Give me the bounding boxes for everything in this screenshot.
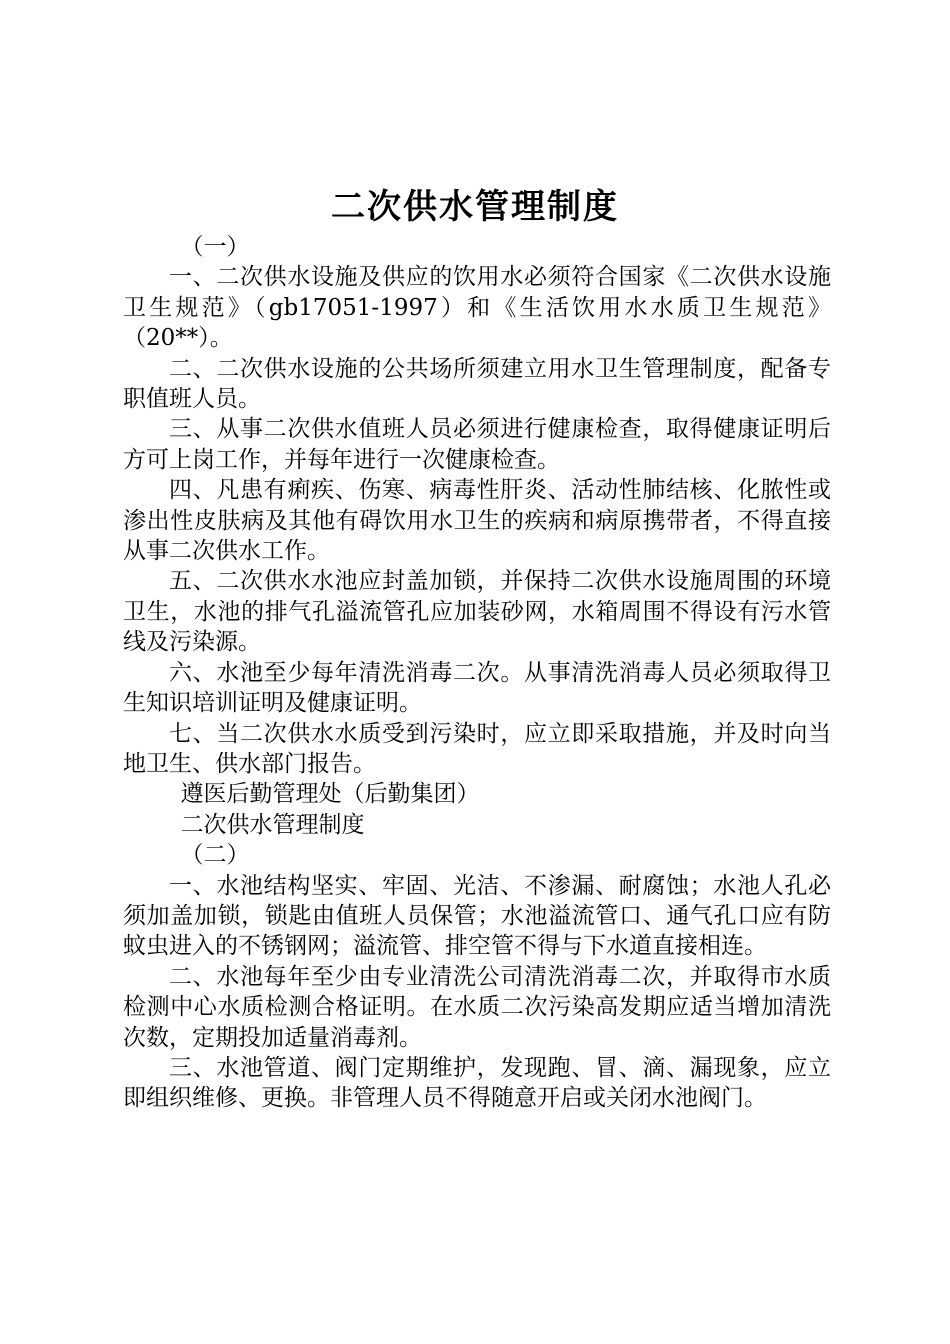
organization-name: 遵医后勤管理处（后勤集团）	[180, 781, 480, 808]
paragraph: 二、二次供水设施的公共场所须建立用水卫生管理制度，配备专职值班人员。	[123, 355, 831, 413]
document-subtitle: 二次供水管理制度	[180, 811, 365, 838]
paragraph: 三、水池管道、阀门定期维护，发现跑、冒、滴、漏现象，应立即组织维修、更换。非管理人员不得随意开启或关闭水池阀门。	[123, 1054, 831, 1112]
paragraph: 四、凡患有痢疾、伤寒、病毒性肝炎、活动性肺结核、化脓性或渗出性皮肤病及其他有碍饮用水卫生的疾病和病原携带者，不得直接从事二次供水工作。	[123, 477, 831, 565]
paragraph: 五、二次供水水池应封盖加锁，并保持二次供水设施周围的环境卫生，水池的排气孔溢流管孔应加装砂网，水箱周围不得设有污水管线及污染源。	[123, 568, 831, 656]
paragraph: 七、当二次供水水质受到污染时，应立即采取措施，并及时向当地卫生、供水部门报告。	[123, 720, 831, 777]
paragraph: 一、水池结构坚实、牢固、光洁、不渗漏、耐腐蚀；水池人孔必须加盖加锁，锁匙由值班人员保管；水池溢流管口、通气孔口应有防蚊虫进入的不锈钢网；溢流管、排空管不得与下水道直接相连。	[123, 872, 831, 960]
document-title: 二次供水管理制度	[331, 187, 619, 227]
section-heading-2: （二）	[180, 842, 250, 869]
section-heading-1: （一）	[180, 234, 250, 260]
paragraph: 六、水池至少每年清洗消毒二次。从事清洗消毒人员必须取得卫生知识培训证明及健康证明。	[123, 659, 831, 717]
paragraph: 三、从事二次供水值班人员必须进行健康检查，取得健康证明后方可上岗工作，并每年进行一次健康检查。	[123, 416, 831, 473]
paragraph: 一、二次供水设施及供应的饮用水必须符合国家《二次供水设施卫生规范》（gb17051-1997）和《生活饮用水水质卫生规范》（20**）。	[123, 264, 831, 352]
document-body	[123, 232, 831, 1114]
paragraph: 二、水池每年至少由专业清洗公司清洗消毒二次，并取得市水质检测中心水质检测合格证明。在水质二次污染高发期应适当增加清洗次数，定期投加适量消毒剂。	[123, 963, 831, 1051]
